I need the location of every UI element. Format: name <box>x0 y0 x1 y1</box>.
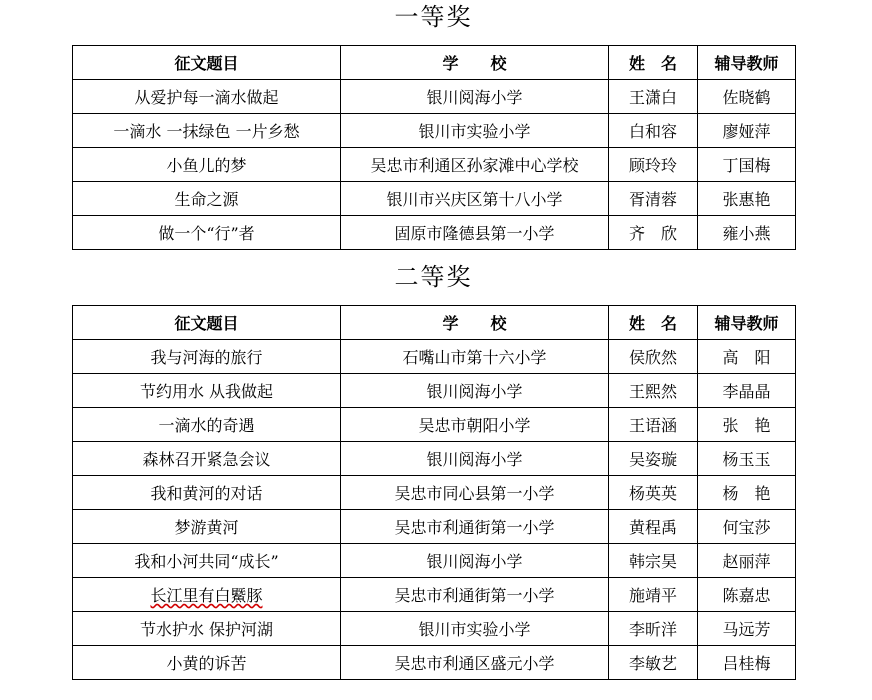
first-prize-table <box>72 45 796 250</box>
table-row <box>73 374 796 408</box>
cell-essay-title: 梦游黄河 <box>73 510 341 544</box>
cell-essay-title: 节水护水 保护河湖 <box>73 612 341 646</box>
table-row <box>73 148 796 182</box>
cell-name: 韩宗昊 <box>609 544 698 578</box>
cell-essay-title: 一滴水 一抹绿色 一片乡愁 <box>73 114 341 148</box>
cell-essay-title: 森林召开紧急会议 <box>73 442 341 476</box>
table-row <box>73 612 796 646</box>
cell-name: 白和容 <box>609 114 698 148</box>
cell-teacher: 雍小燕 <box>698 216 796 250</box>
cell-school: 银川阅海小学 <box>341 374 609 408</box>
header-name: 姓 名 <box>609 306 698 340</box>
cell-teacher: 马远芳 <box>698 612 796 646</box>
table-row <box>73 646 796 680</box>
cell-school: 吴忠市利通街第一小学 <box>341 578 609 612</box>
cell-essay-title: 我和黄河的对话 <box>73 476 341 510</box>
cell-name: 吴姿璇 <box>609 442 698 476</box>
header-teacher: 辅导教师 <box>698 306 796 340</box>
table-header-row <box>73 306 796 340</box>
cell-name: 侯欣然 <box>609 340 698 374</box>
cell-name: 施靖平 <box>609 578 698 612</box>
table-row <box>73 216 796 250</box>
table-row <box>73 80 796 114</box>
table-row <box>73 510 796 544</box>
cell-school: 银川阅海小学 <box>341 80 609 114</box>
cell-teacher: 廖娅萍 <box>698 114 796 148</box>
header-school: 学 校 <box>341 306 609 340</box>
cell-teacher: 佐晓鹤 <box>698 80 796 114</box>
table-row <box>73 476 796 510</box>
table-row <box>73 578 796 612</box>
cell-teacher: 吕桂梅 <box>698 646 796 680</box>
cell-teacher: 丁国梅 <box>698 148 796 182</box>
cell-school: 固原市隆德县第一小学 <box>341 216 609 250</box>
cell-name: 胥清蓉 <box>609 182 698 216</box>
table-row <box>73 408 796 442</box>
first-prize-title: 一等奖 <box>394 3 473 31</box>
cell-name: 王语涵 <box>609 408 698 442</box>
cell-teacher: 何宝莎 <box>698 510 796 544</box>
cell-name: 李敏艺 <box>609 646 698 680</box>
cell-school: 银川阅海小学 <box>341 442 609 476</box>
cell-school: 银川市兴庆区第十八小学 <box>341 182 609 216</box>
cell-school: 吴忠市同心县第一小学 <box>341 476 609 510</box>
table-row <box>73 114 796 148</box>
second-prize-title: 二等奖 <box>394 263 473 291</box>
cell-teacher: 张惠艳 <box>698 182 796 216</box>
cell-essay-title <box>73 578 341 612</box>
second-prize-table <box>72 305 796 680</box>
cell-essay-title: 我和小河共同“成长” <box>73 544 341 578</box>
cell-name: 黄程禹 <box>609 510 698 544</box>
header-essay-title: 征文题目 <box>73 306 341 340</box>
cell-essay-title: 一滴水的奇遇 <box>73 408 341 442</box>
cell-name: 王潇白 <box>609 80 698 114</box>
cell-teacher: 杨 艳 <box>698 476 796 510</box>
cell-teacher: 高 阳 <box>698 340 796 374</box>
table-row <box>73 544 796 578</box>
cell-essay-title: 节约用水 从我做起 <box>73 374 341 408</box>
cell-essay-title: 小鱼儿的梦 <box>73 148 341 182</box>
spellcheck-underlined-text: 长江里有白鱀豚 <box>150 586 263 605</box>
cell-essay-title: 小黄的诉苦 <box>73 646 341 680</box>
cell-teacher: 杨玉玉 <box>698 442 796 476</box>
cell-teacher: 陈嘉忠 <box>698 578 796 612</box>
cell-essay-title: 我与河海的旅行 <box>73 340 341 374</box>
header-school: 学 校 <box>341 46 609 80</box>
cell-teacher: 李晶晶 <box>698 374 796 408</box>
cell-essay-title: 生命之源 <box>73 182 341 216</box>
table-header-row <box>73 46 796 80</box>
cell-school: 吴忠市利通街第一小学 <box>341 510 609 544</box>
cell-name: 王熙然 <box>609 374 698 408</box>
cell-school: 吴忠市利通区孙家滩中心学校 <box>341 148 609 182</box>
cell-school: 吴忠市利通区盛元小学 <box>341 646 609 680</box>
cell-school: 石嘴山市第十六小学 <box>341 340 609 374</box>
cell-name: 顾玲玲 <box>609 148 698 182</box>
cell-essay-title: 从爱护每一滴水做起 <box>73 80 341 114</box>
cell-name: 齐 欣 <box>609 216 698 250</box>
header-teacher: 辅导教师 <box>698 46 796 80</box>
cell-name: 李昕洋 <box>609 612 698 646</box>
cell-name: 杨英英 <box>609 476 698 510</box>
cell-essay-title: 做一个“行”者 <box>73 216 341 250</box>
table-row <box>73 182 796 216</box>
header-name: 姓 名 <box>609 46 698 80</box>
cell-teacher: 赵丽萍 <box>698 544 796 578</box>
table-row <box>73 442 796 476</box>
table-row <box>73 340 796 374</box>
header-essay-title: 征文题目 <box>73 46 341 80</box>
cell-school: 银川市实验小学 <box>341 612 609 646</box>
cell-teacher: 张 艳 <box>698 408 796 442</box>
cell-school: 银川市实验小学 <box>341 114 609 148</box>
cell-school: 吴忠市朝阳小学 <box>341 408 609 442</box>
cell-school: 银川阅海小学 <box>341 544 609 578</box>
